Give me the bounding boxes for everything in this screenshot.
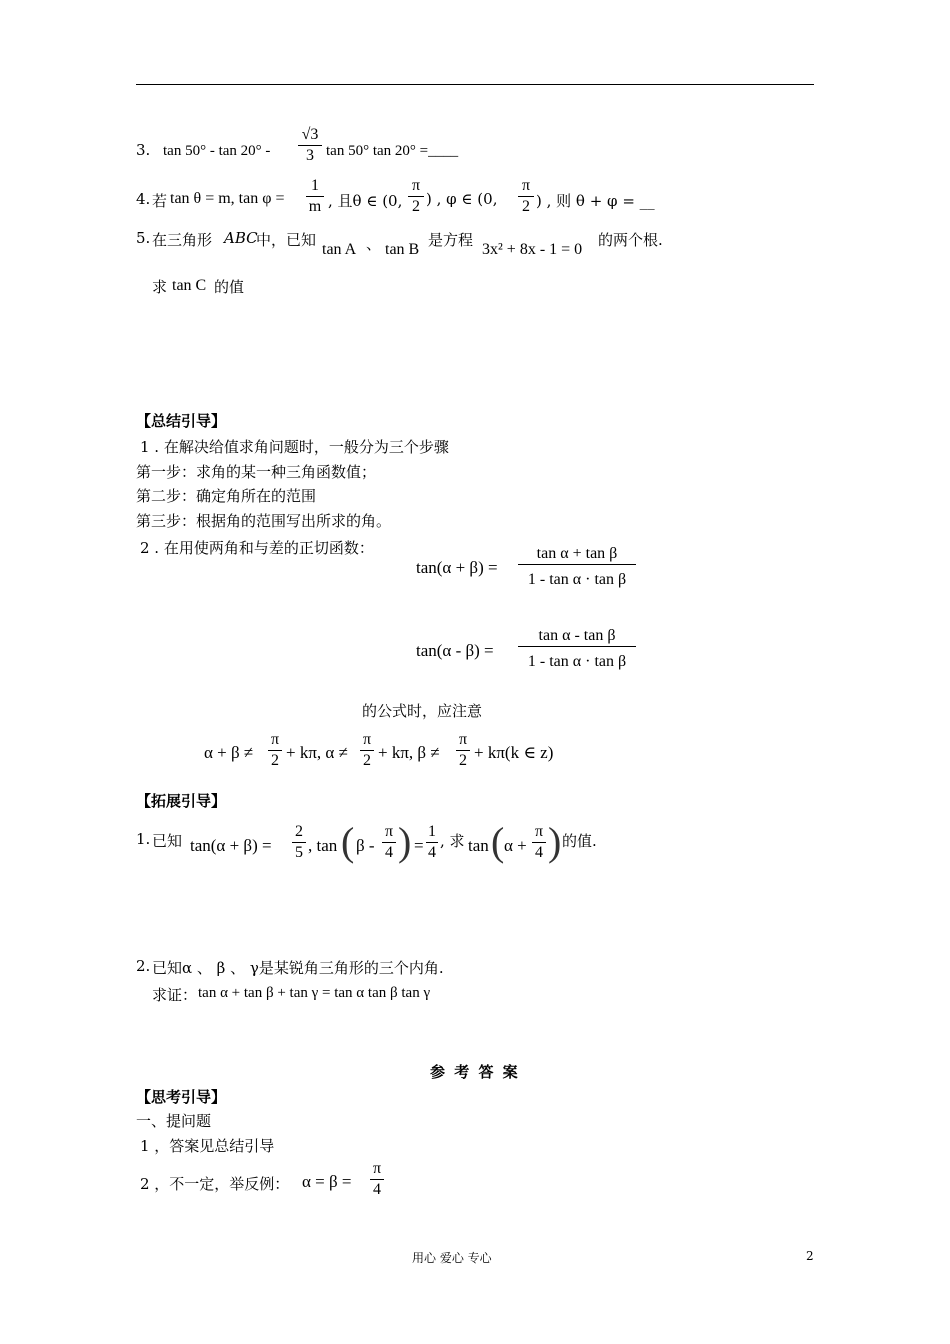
problem-number: 4. — [136, 190, 151, 208]
problem-text: 中，已知 — [256, 231, 317, 249]
answers-title: 参 考 答 案 — [430, 1063, 520, 1081]
footer-text: 用心 爱心 专心 — [412, 1251, 492, 1265]
problem-text: 在三角形 — [152, 231, 213, 249]
section-heading: 【拓展引导】 — [136, 792, 227, 810]
paragraph: 1 . 在解决给值求角问题时，一般分为三个步骤 — [140, 438, 449, 456]
right-paren: ) — [548, 819, 562, 864]
problem-text: 若 — [152, 192, 168, 210]
fraction: π 2 — [456, 731, 470, 770]
problem-text: 是方程 — [428, 231, 474, 249]
paragraph: 第一步：求角的某一种三角函数值； — [136, 463, 377, 481]
formula-lhs: tan(α - β) = — [416, 641, 494, 660]
paragraph: 2 ，不一定，举反例： — [140, 1175, 290, 1193]
left-paren: ( — [341, 819, 355, 864]
header-rule — [136, 84, 814, 85]
fraction: π 4 — [370, 1160, 384, 1199]
fraction: 1 4 — [428, 823, 436, 861]
formula-fraction: tan α + tan β 1 - tan α · tan β — [518, 545, 636, 589]
separator: 、 — [366, 235, 382, 253]
equation: 3x² + 8x - 1 = 0 — [482, 241, 583, 258]
math-expression: tan 50° - tan 20° - — [163, 143, 271, 159]
paragraph: 第三步：根据角的范围写出所求的角。 — [136, 512, 392, 530]
math-expression: α = β = — [302, 1172, 352, 1191]
section-heading: 【总结引导】 — [136, 412, 227, 430]
problem-text: , 且θ ∈ (0, — [328, 192, 403, 210]
paragraph: 2 . 在用使两角和与差的正切函数： — [140, 539, 374, 557]
problem-number: 5. — [136, 229, 151, 247]
fraction: 1 m — [306, 177, 324, 216]
math-expression: tan 50° tan 20° =____ — [326, 143, 459, 159]
problem-text: 的值 — [214, 278, 245, 296]
problem-text: ) , φ ∈ (0, — [426, 190, 498, 208]
fraction: π 4 — [532, 823, 546, 862]
fraction: π 2 — [268, 731, 282, 770]
problem-text: ) , 则 θ + φ = __ — [536, 192, 655, 210]
paragraph: 第二步：确定角所在的范围 — [136, 487, 317, 505]
paragraph: 的公式时，应注意 — [362, 702, 483, 720]
math-expression: tan θ = m, tan φ = — [170, 190, 285, 207]
page-number: 2 — [806, 1249, 814, 1263]
triangle-name: ABC — [224, 229, 258, 247]
fraction: √3 3 — [298, 126, 322, 165]
problem-text: 的两个根. — [598, 231, 663, 249]
paragraph: 一、提问题 — [136, 1112, 212, 1130]
fraction: π 4 — [382, 823, 396, 862]
left-paren: ( — [491, 819, 505, 864]
right-paren: ) — [398, 819, 412, 864]
problem-text: 求 — [152, 278, 168, 296]
fraction: π 2 — [518, 177, 534, 216]
paragraph: 1 ，答案见总结引导 — [140, 1137, 275, 1155]
formula-lhs: tan(α + β) = — [416, 558, 498, 577]
fraction: 2 5 — [292, 823, 306, 862]
math-expression: tan C — [172, 277, 207, 294]
math-expression: tan B — [385, 241, 420, 258]
fraction: π 2 — [408, 177, 424, 216]
formula-fraction: tan α - tan β 1 - tan α · tan β — [518, 627, 636, 671]
math-expression: tan α + tan β + tan γ = tan α tan β tan γ — [198, 985, 431, 1001]
math-expression: tan A — [322, 241, 357, 258]
fraction: π 2 — [360, 731, 374, 770]
problem-number: 3. — [136, 141, 151, 159]
section-heading: 【思考引导】 — [136, 1088, 227, 1106]
